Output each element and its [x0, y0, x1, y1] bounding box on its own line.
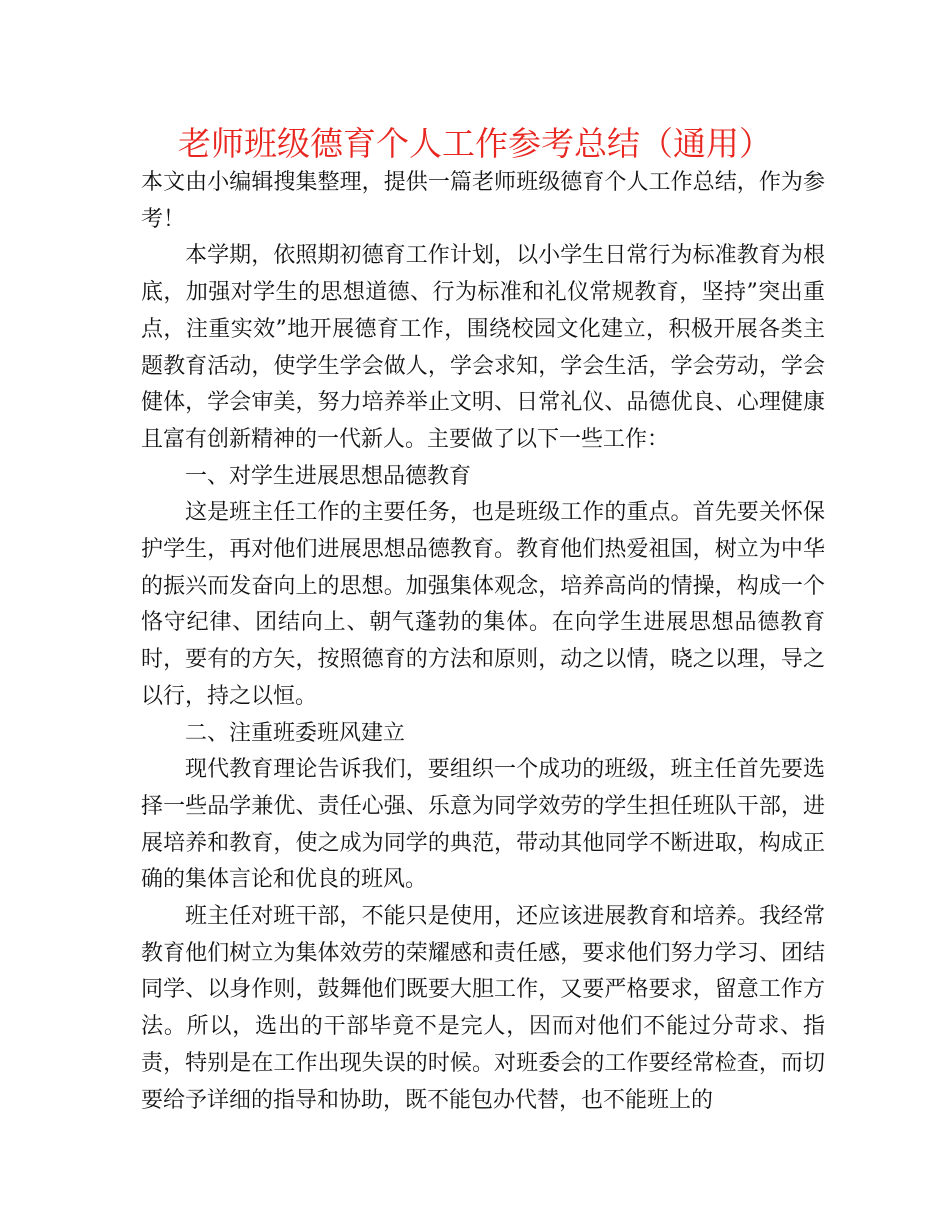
intro-paragraph: 本文由小编辑搜集整理，提供一篇老师班级德育个人工作总结，作为参考！: [141, 170, 825, 232]
body-paragraph: 班主任对班干部，不能只是使用，还应该进展教育和培养。我经常教育他们树立为集体效劳的荣耀感和责任感，要求他们努力学习、团结同学、以身作则，鼓舞他们既要大胆工作，又要严格要求，留意工作方法。所以，选出的干部毕竟不是完人，因而对他们不能过分苛求、指责，特别是在工作出现失误的时候。对班委会的工作要经常检查，而切要给予详细的指导和协助，既不能包办代替，也不能班上的: [141, 904, 825, 1113]
body-paragraph: 这是班主任工作的主要任务，也是班级工作的重点。首先要关怀保护学生，再对他们进展思想品德教育。教育他们热爱祖国，树立为中华的振兴而发奋向上的思想。加强集体观念，培养高尚的情操，构成一个恪守纪律、团结向上、朝气蓬勃的集体。在向学生进展思想品德教育时，要有的方矢，按照德育的方法和原则，动之以情，晓之以理，导之以行，持之以恒。: [141, 500, 825, 709]
section-heading: 一、对学生进展思想品德教育: [185, 463, 472, 489]
document-body: [141, 165, 825, 1119]
document-title: 老师班级德育个人工作参考总结（通用）: [178, 124, 772, 163]
section-heading: 二、注重班委班风建立: [185, 720, 406, 746]
body-paragraph: 现代教育理论告诉我们，要组织一个成功的班级，班主任首先要选择一些品学兼优、责任心强、乐意为同学效劳的学生担任班队干部，进展培养和教育，使之成为同学的典范，带动其他同学不断进取，构成正确的集体言论和优良的班风。: [141, 757, 825, 893]
body-paragraph: 本学期，依照期初德育工作计划，以小学生日常行为标准教育为根底，加强对学生的思想道德、行为标准和礼仪常规教育，坚持”突出重点，注重实效”地开展德育工作，围绕校园文化建立，积极开展各类主题教育活动，使学生学会做人，学会求知，学会生活，学会劳动，学会健体，学会审美，努力培养举止文明、日常礼仪、品德优良、心理健康且富有创新精神的一代新人。主要做了以下一些工作：: [141, 243, 825, 452]
